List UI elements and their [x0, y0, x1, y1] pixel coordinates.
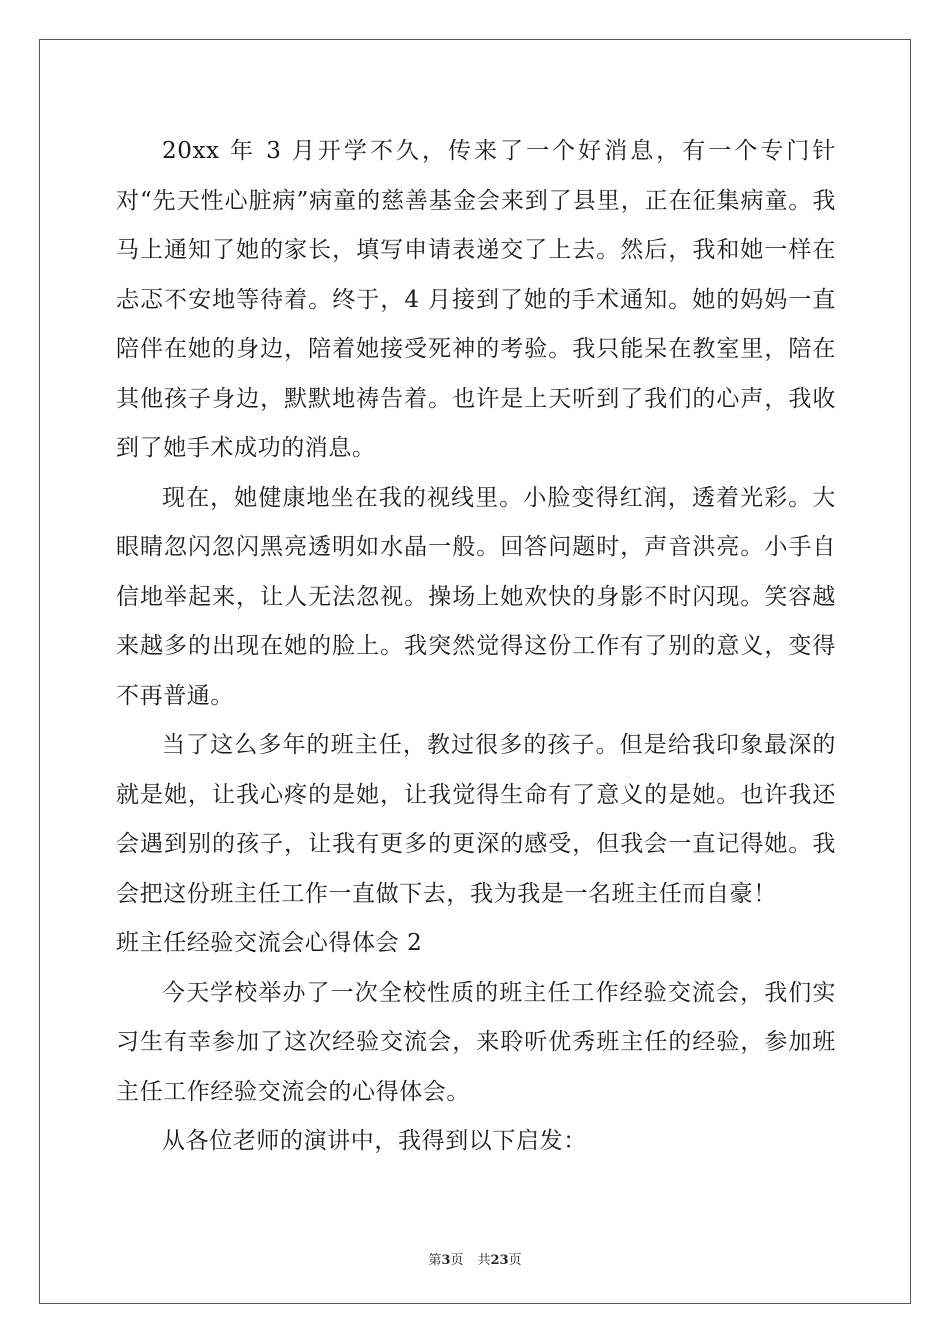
page-footer — [0, 1249, 950, 1268]
paragraph-4: 今天学校举办了一次全校性质的班主任工作经验交流会，我们实习生有幸参加了这次经验交流会，来聆听优秀班主任的经验，参加班主任工作经验交流会的心得体会。 — [116, 979, 836, 1105]
footer-total-suffix: 页 — [508, 1253, 522, 1268]
section-heading: 班主任经验交流会心得体会 2 — [116, 930, 423, 956]
footer-page-number: 3 — [441, 1253, 451, 1268]
document-body — [116, 127, 836, 1167]
footer-total-prefix: 共 — [477, 1253, 491, 1268]
paragraph-2: 现在，她健康地坐在我的视线里。小脸变得红润，透着光彩。大眼睛忽闪忽闪黑亮透明如水晶一般。回答问题时，声音洪亮。小手自信地举起来，让人无法忽视。操场上她欢快的身影不时闪现。笑容越来越多的出现在她的脸上。我突然觉得这份工作有了别的意义，变得不再普通。 — [116, 484, 836, 709]
paragraph-3: 当了这么多年的班主任，教过很多的孩子。但是给我印象最深的就是她，让我心疼的是她，让我觉得生命有了意义的是她。也许我还会遇到别的孩子，让我有更多的更深的感受，但我会一直记得她。我会把这份班主任工作一直做下去，我为我是一名班主任而自豪！ — [116, 732, 836, 907]
paragraph-1: 20xx 年 3 月开学不久，传来了一个好消息，有一个专门针对“先天性心脏病”病童的慈善基金会来到了县里，正在征集病童。我马上通知了她的家长，填写申请表递交了上去。然后，我和她一样在忐忑不安地等待着。终于，4 月接到了她的手术通知。她的妈妈一直陪伴在她的身边，陪着她接受死神的考验。我只能呆在教室里，陪在其他孩子身边，默默地祷告着。也许是上天听到了我们的心声，我收到了她手术成功的消息。 — [116, 138, 836, 461]
footer-total-pages: 23 — [490, 1253, 509, 1268]
footer-prefix: 第 — [428, 1253, 442, 1268]
paragraph-5: 从各位老师的演讲中，我得到以下启发： — [162, 1128, 587, 1154]
footer-page-suffix: 页 — [450, 1253, 464, 1268]
